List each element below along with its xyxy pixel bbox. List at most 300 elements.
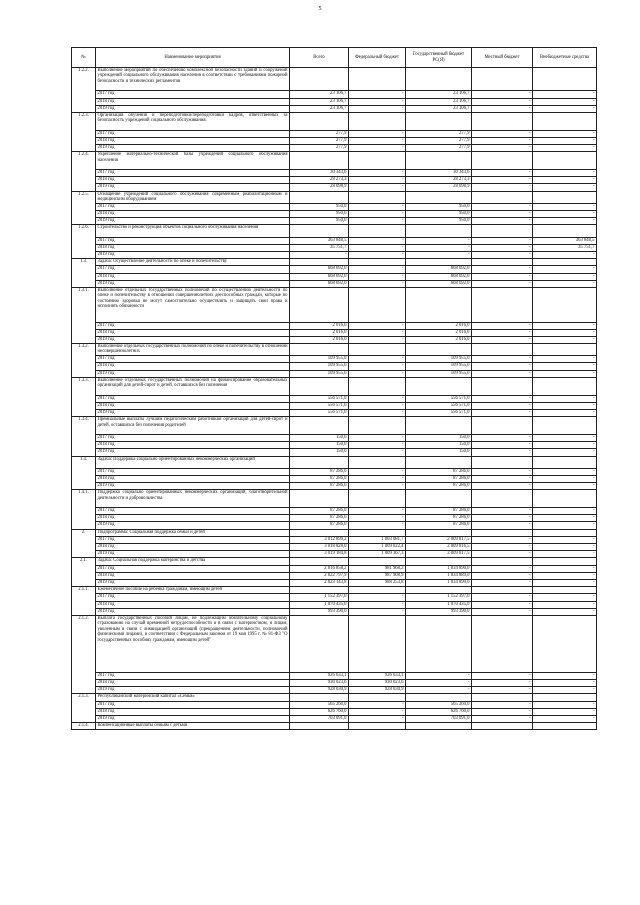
year-label: 2019 год bbox=[96, 251, 290, 258]
empty-cell bbox=[290, 490, 349, 508]
year-row bbox=[72, 280, 597, 287]
year-row bbox=[72, 395, 597, 402]
local-value: - bbox=[472, 483, 533, 490]
local-value: - bbox=[472, 572, 533, 579]
empty-cell bbox=[290, 456, 349, 468]
measure-name: Выполнение отдельных государственных полномочий на финансирование образовательных организаций для детей-сирот и детей, оставшихся без попечения bbox=[96, 377, 290, 395]
extra-value: - bbox=[533, 579, 597, 586]
year-row bbox=[72, 329, 597, 336]
year-label: 2019 год bbox=[96, 687, 290, 694]
state-value: 1 070 435,0 bbox=[406, 601, 472, 608]
empty-cell bbox=[349, 490, 406, 508]
local-value: - bbox=[472, 203, 533, 210]
federal-value: - bbox=[349, 218, 406, 225]
federal-value: - bbox=[349, 370, 406, 377]
local-value: - bbox=[472, 434, 533, 441]
measure-number: 1.3.2. bbox=[72, 344, 96, 378]
year-label: 2017 год bbox=[96, 91, 290, 98]
extra-value: - bbox=[533, 716, 597, 723]
extra-value: - bbox=[533, 329, 597, 336]
empty-cell bbox=[290, 344, 349, 356]
state-value: 950,0 bbox=[406, 203, 472, 210]
state-value: 2 009 817,5 bbox=[406, 551, 472, 558]
state-value: 950,0 bbox=[406, 218, 472, 225]
federal-value: - bbox=[349, 244, 406, 251]
state-value: 87 286,0 bbox=[406, 475, 472, 482]
federal-value: - bbox=[349, 402, 406, 409]
extra-value: - bbox=[533, 468, 597, 475]
year-label: 2018 год bbox=[96, 363, 290, 370]
empty-cell bbox=[349, 694, 406, 701]
empty-cell bbox=[406, 287, 472, 322]
header-name: Наименование мероприятия bbox=[96, 48, 290, 68]
extra-value: - bbox=[533, 594, 597, 601]
year-label: 2017 год bbox=[96, 701, 290, 708]
empty-cell bbox=[472, 225, 533, 237]
state-value: 150,0 bbox=[406, 442, 472, 449]
measure-name: Компенсационные выплаты семьям с детьми bbox=[96, 723, 290, 730]
year-row bbox=[72, 680, 597, 687]
total-value: 87 286,0 bbox=[290, 508, 349, 515]
empty-cell bbox=[533, 287, 597, 322]
year-row bbox=[72, 322, 597, 329]
year-label: 2019 год bbox=[96, 184, 290, 191]
measure-name: Ежемесячное пособие на ребенка гражданам, имеющим детей bbox=[96, 587, 290, 594]
measure-title-row bbox=[72, 558, 597, 565]
year-label: 2019 год bbox=[96, 579, 290, 586]
total-value: 565 260,0 bbox=[290, 701, 349, 708]
year-label: 2019 год bbox=[96, 145, 290, 152]
year-label: 2017 год bbox=[96, 237, 290, 244]
header-federal: Федеральный бюджет bbox=[349, 48, 406, 68]
year-row bbox=[72, 363, 597, 370]
state-value: 109 955,0 bbox=[406, 356, 472, 363]
extra-value: - bbox=[533, 363, 597, 370]
local-value: - bbox=[472, 716, 533, 723]
extra-value: - bbox=[533, 402, 597, 409]
state-value: 87 286,0 bbox=[406, 508, 472, 515]
state-value: 28 098,9 bbox=[406, 184, 472, 191]
empty-cell bbox=[349, 456, 406, 468]
year-row bbox=[72, 572, 597, 579]
federal-value: 987 908,9 bbox=[349, 572, 406, 579]
local-value: - bbox=[472, 449, 533, 456]
extra-value: - bbox=[533, 522, 597, 529]
empty-cell bbox=[290, 152, 349, 170]
year-row bbox=[72, 177, 597, 184]
empty-cell bbox=[406, 344, 472, 356]
empty-cell bbox=[290, 723, 349, 730]
empty-cell bbox=[406, 417, 472, 435]
extra-value: - bbox=[533, 356, 597, 363]
local-value: - bbox=[472, 273, 533, 280]
local-value: - bbox=[472, 608, 533, 615]
extra-value: - bbox=[533, 442, 597, 449]
measure-title-row bbox=[72, 694, 597, 701]
year-row bbox=[72, 672, 597, 679]
extra-value: - bbox=[533, 395, 597, 402]
state-value: 87 286,0 bbox=[406, 522, 472, 529]
extra-value: - bbox=[533, 273, 597, 280]
federal-value: - bbox=[349, 594, 406, 601]
federal-value: - bbox=[349, 184, 406, 191]
local-value: - bbox=[472, 395, 533, 402]
measure-number: 2. bbox=[72, 529, 96, 558]
federal-value: 988 253,8 bbox=[349, 579, 406, 586]
measure-title-row bbox=[72, 287, 597, 322]
header-num: № bbox=[72, 48, 96, 68]
measure-name: Выполнение отдельных государственных полномочий по опеке и попечительству в отношении несовершеннолетних bbox=[97, 344, 288, 355]
measure-title-row bbox=[72, 723, 597, 730]
measure-title-row bbox=[72, 587, 597, 594]
year-label: 2017 год bbox=[96, 565, 290, 572]
empty-cell bbox=[290, 287, 349, 322]
empty-cell bbox=[533, 456, 597, 468]
state-value: 1 152 397,0 bbox=[406, 594, 472, 601]
measure-name: Премиальные выплаты лучшим педагогическим работникам организаций для детей-сирот и детей, оставшихся без попечения родителей bbox=[96, 417, 290, 435]
empty-cell bbox=[349, 417, 406, 435]
year-label: 2017 год bbox=[96, 266, 290, 273]
empty-cell bbox=[472, 694, 533, 701]
federal-value: - bbox=[349, 708, 406, 715]
federal-value: - bbox=[349, 601, 406, 608]
year-label: 2019 год bbox=[96, 551, 290, 558]
extra-value: - bbox=[533, 410, 597, 417]
federal-value: - bbox=[349, 522, 406, 529]
year-label: 2019 год bbox=[96, 449, 290, 456]
measure-title-row bbox=[72, 112, 597, 130]
total-value: 626 760,0 bbox=[290, 708, 349, 715]
state-value: 277,9 bbox=[406, 137, 472, 144]
year-label: 2018 год bbox=[96, 329, 290, 336]
year-label: 2019 год bbox=[96, 410, 290, 417]
measure-name: Выполнение отдельных государственных полномочий по осуществлению деятельности по опеке и попечительству в отношении совершеннолетних дееспособных граждан, которые по состоянию здоровья не могут самостоятельно осуществлять и защищать свои права и исполнять обязанности bbox=[96, 287, 290, 322]
federal-value: - bbox=[349, 395, 406, 402]
total-value: 1 070 435,0 bbox=[290, 601, 349, 608]
state-value: - bbox=[406, 237, 472, 244]
measure-name: Оснащение учреждений социального обслуживания современным реабилитационным и медицинским оборудованием bbox=[97, 191, 288, 203]
extra-value: 363 848,5 bbox=[533, 237, 597, 244]
year-row bbox=[72, 551, 597, 558]
federal-value: - bbox=[349, 273, 406, 280]
empty-cell bbox=[472, 259, 533, 266]
measure-name: Укрепление материально-технической базы учреждений социального обслуживания населения bbox=[96, 152, 290, 170]
federal-value: - bbox=[349, 329, 406, 336]
year-label: 2019 год bbox=[96, 370, 290, 377]
total-value: 668 692,0 bbox=[290, 280, 349, 287]
state-value: 23 106,7 bbox=[406, 91, 472, 98]
empty-cell bbox=[406, 377, 472, 395]
federal-value: - bbox=[349, 280, 406, 287]
empty-cell bbox=[290, 191, 349, 203]
year-row bbox=[72, 184, 597, 191]
local-value: - bbox=[472, 468, 533, 475]
local-value: - bbox=[472, 363, 533, 370]
empty-cell bbox=[533, 490, 597, 508]
year-row bbox=[72, 402, 597, 409]
year-label: 2018 год bbox=[96, 708, 290, 715]
year-row bbox=[72, 565, 597, 572]
extra-value: - bbox=[533, 322, 597, 329]
year-label: 2017 год bbox=[96, 468, 290, 475]
federal-value: - bbox=[349, 410, 406, 417]
state-value: 2 009 817,5 bbox=[406, 536, 472, 543]
total-value: 109 955,0 bbox=[290, 356, 349, 363]
empty-cell bbox=[290, 529, 349, 536]
empty-cell bbox=[406, 191, 472, 203]
year-label: 2018 год bbox=[96, 544, 290, 551]
year-row bbox=[72, 237, 597, 244]
total-value: 2 016,0 bbox=[290, 329, 349, 336]
total-value: 28 273,3 bbox=[290, 177, 349, 184]
year-label: 2017 год bbox=[96, 536, 290, 543]
local-value: - bbox=[472, 601, 533, 608]
year-row bbox=[72, 211, 597, 218]
year-label: 2019 год bbox=[96, 522, 290, 529]
empty-cell bbox=[290, 587, 349, 594]
empty-cell bbox=[290, 615, 349, 672]
measure-title-row bbox=[72, 615, 597, 672]
measure-name: Поддержка социально ориентированных некоммерческих организаций, благотворительной деятельности и добровольчества bbox=[96, 490, 290, 508]
extra-value: - bbox=[533, 508, 597, 515]
empty-cell bbox=[406, 723, 472, 730]
total-value: 703 091,0 bbox=[290, 716, 349, 723]
federal-value: - bbox=[349, 211, 406, 218]
empty-cell bbox=[533, 225, 597, 237]
extra-value: - bbox=[533, 280, 597, 287]
extra-value: - bbox=[533, 98, 597, 105]
state-value: 626 760,0 bbox=[406, 708, 472, 715]
empty-cell bbox=[290, 68, 349, 91]
total-value: 950,0 bbox=[290, 211, 349, 218]
measure-number: 1.2.4. bbox=[72, 152, 96, 191]
local-value: - bbox=[472, 701, 533, 708]
state-value: 277,9 bbox=[406, 145, 472, 152]
state-value: 28 273,3 bbox=[406, 177, 472, 184]
measure-number: 1.2.5. bbox=[72, 191, 96, 225]
measure-number: 1.3.1. bbox=[72, 287, 96, 343]
local-value: - bbox=[472, 402, 533, 409]
year-row bbox=[72, 483, 597, 490]
header-state: Государственный бюджет РС(Я) bbox=[406, 48, 472, 68]
year-label: 2018 год bbox=[96, 601, 290, 608]
empty-cell bbox=[533, 152, 597, 170]
local-value: - bbox=[472, 579, 533, 586]
local-value: - bbox=[472, 442, 533, 449]
total-value: 23 106,7 bbox=[290, 98, 349, 105]
year-label: 2017 год bbox=[96, 395, 290, 402]
measure-number: 2.1.2. bbox=[72, 615, 96, 694]
empty-cell bbox=[290, 112, 349, 130]
total-value: 30 343,6 bbox=[290, 170, 349, 177]
state-value: 109 955,0 bbox=[406, 370, 472, 377]
measure-title-row bbox=[72, 490, 597, 508]
year-label: 2017 год bbox=[96, 130, 290, 137]
measure-title-row bbox=[72, 68, 597, 91]
year-row bbox=[72, 145, 597, 152]
extra-value: - bbox=[533, 170, 597, 177]
total-value: 87 286,0 bbox=[290, 475, 349, 482]
state-value: 2 016,0 bbox=[406, 329, 472, 336]
measure-number: 1.2.2. bbox=[72, 68, 96, 113]
total-value: 2 816 858,2 bbox=[290, 565, 349, 572]
extra-value: - bbox=[533, 572, 597, 579]
measure-title-row bbox=[72, 529, 597, 536]
local-value: - bbox=[472, 544, 533, 551]
total-value: 28 098,9 bbox=[290, 184, 349, 191]
extra-value: - bbox=[533, 687, 597, 694]
local-value: - bbox=[472, 329, 533, 336]
empty-cell bbox=[472, 344, 533, 356]
empty-cell bbox=[533, 68, 597, 91]
year-row bbox=[72, 266, 597, 273]
total-value: 150,0 bbox=[290, 434, 349, 441]
year-row bbox=[72, 701, 597, 708]
measure-name: Подпрограмма: Социальная поддержка семьи и детей bbox=[96, 529, 290, 536]
empty-cell bbox=[406, 112, 472, 130]
year-label: 2017 год bbox=[96, 594, 290, 601]
federal-value: - bbox=[349, 449, 406, 456]
federal-value: - bbox=[349, 468, 406, 475]
year-row bbox=[72, 536, 597, 543]
total-value: 87 286,0 bbox=[290, 515, 349, 522]
year-row bbox=[72, 356, 597, 363]
state-value: 150,0 bbox=[406, 449, 472, 456]
state-value: 1 834 889,0 bbox=[406, 572, 472, 579]
total-value: 87 286,0 bbox=[290, 483, 349, 490]
federal-value: 1 003 081,7 bbox=[349, 536, 406, 543]
empty-cell bbox=[472, 152, 533, 170]
year-row bbox=[72, 601, 597, 608]
local-value: - bbox=[472, 177, 533, 184]
year-row bbox=[72, 579, 597, 586]
total-value: 3 019 184,8 bbox=[290, 551, 349, 558]
empty-cell bbox=[472, 558, 533, 565]
extra-value: - bbox=[533, 551, 597, 558]
total-value: 2 823 143,8 bbox=[290, 579, 349, 586]
extra-value: - bbox=[533, 91, 597, 98]
federal-value: - bbox=[349, 251, 406, 258]
year-row bbox=[72, 203, 597, 210]
local-value: - bbox=[472, 356, 533, 363]
measure-name: Задача: Социальная поддержка материнства и детства bbox=[96, 558, 290, 565]
federal-value: - bbox=[349, 336, 406, 343]
total-value: 363 848,5 bbox=[290, 237, 349, 244]
federal-value: - bbox=[349, 716, 406, 723]
year-row bbox=[72, 137, 597, 144]
empty-cell bbox=[349, 259, 406, 266]
state-value: 30 343,6 bbox=[406, 170, 472, 177]
year-row bbox=[72, 434, 597, 441]
total-value: 556 571,0 bbox=[290, 395, 349, 402]
federal-value: - bbox=[349, 475, 406, 482]
extra-value: - bbox=[533, 336, 597, 343]
state-value: - bbox=[406, 251, 472, 258]
state-value: 2 009 816,5 bbox=[406, 544, 472, 551]
year-row bbox=[72, 273, 597, 280]
measure-title-row bbox=[72, 152, 597, 170]
year-row bbox=[72, 522, 597, 529]
year-row bbox=[72, 687, 597, 694]
measure-title-row bbox=[72, 191, 597, 203]
year-row bbox=[72, 218, 597, 225]
year-label: 2018 год bbox=[96, 177, 290, 184]
federal-value: - bbox=[349, 701, 406, 708]
extra-value: - bbox=[533, 177, 597, 184]
total-value: - bbox=[290, 251, 349, 258]
year-label: 2018 год bbox=[96, 680, 290, 687]
extra-value: - bbox=[533, 184, 597, 191]
measure-number: 1.4. bbox=[72, 456, 96, 490]
total-value: 556 571,0 bbox=[290, 402, 349, 409]
federal-value: - bbox=[349, 434, 406, 441]
year-label: 2017 год bbox=[96, 356, 290, 363]
year-row bbox=[72, 370, 597, 377]
federal-value: - bbox=[349, 145, 406, 152]
measure-number: 1.3. bbox=[72, 259, 96, 288]
total-value: 3 012 899,2 bbox=[290, 536, 349, 543]
extra-value: - bbox=[533, 218, 597, 225]
header-total: Всего bbox=[290, 48, 349, 68]
measure-name: Строительство и реконструкция объектов социального обслуживания населения bbox=[96, 225, 290, 237]
federal-value: - bbox=[349, 363, 406, 370]
state-value: 87 286,0 bbox=[406, 515, 472, 522]
extra-value: - bbox=[533, 145, 597, 152]
total-value: 109 955,0 bbox=[290, 370, 349, 377]
empty-cell bbox=[472, 529, 533, 536]
year-row bbox=[72, 170, 597, 177]
empty-cell bbox=[533, 587, 597, 594]
measure-number: 2.1.3. bbox=[72, 694, 96, 723]
federal-value: - bbox=[349, 203, 406, 210]
measure-title-row bbox=[72, 417, 597, 435]
year-row bbox=[72, 105, 597, 112]
measure-name: Задача: Поддержка социально ориентированных некоммерческих организаций bbox=[96, 456, 290, 468]
state-value: 87 286,0 bbox=[406, 483, 472, 490]
local-value: - bbox=[472, 91, 533, 98]
empty-cell bbox=[290, 225, 349, 237]
empty-cell bbox=[406, 456, 472, 468]
measure-number: 1.2.6. bbox=[72, 225, 96, 259]
measure-number: 2.1. bbox=[72, 558, 96, 587]
extra-value: - bbox=[533, 211, 597, 218]
local-value: - bbox=[472, 594, 533, 601]
local-value: - bbox=[472, 410, 533, 417]
year-label: 2018 год bbox=[96, 273, 290, 280]
extra-value: - bbox=[533, 475, 597, 482]
empty-cell bbox=[349, 225, 406, 237]
year-label: 2019 год bbox=[96, 716, 290, 723]
year-row bbox=[72, 515, 597, 522]
year-label: 2019 год bbox=[96, 105, 290, 112]
local-value: - bbox=[472, 184, 533, 191]
state-value: 23 106,7 bbox=[406, 98, 472, 105]
measure-number: 1.3.3. bbox=[72, 377, 96, 416]
local-value: - bbox=[472, 211, 533, 218]
total-value: 150,0 bbox=[290, 442, 349, 449]
year-row bbox=[72, 98, 597, 105]
year-label: 2019 год bbox=[96, 608, 290, 615]
total-value: 23 106,7 bbox=[290, 105, 349, 112]
federal-value: 928 030,9 bbox=[349, 687, 406, 694]
total-value: 928 030,9 bbox=[290, 687, 349, 694]
extra-value: - bbox=[533, 434, 597, 441]
extra-value: - bbox=[533, 708, 597, 715]
federal-value: - bbox=[349, 98, 406, 105]
local-value: - bbox=[472, 687, 533, 694]
federal-value: - bbox=[349, 91, 406, 98]
local-value: - bbox=[472, 536, 533, 543]
